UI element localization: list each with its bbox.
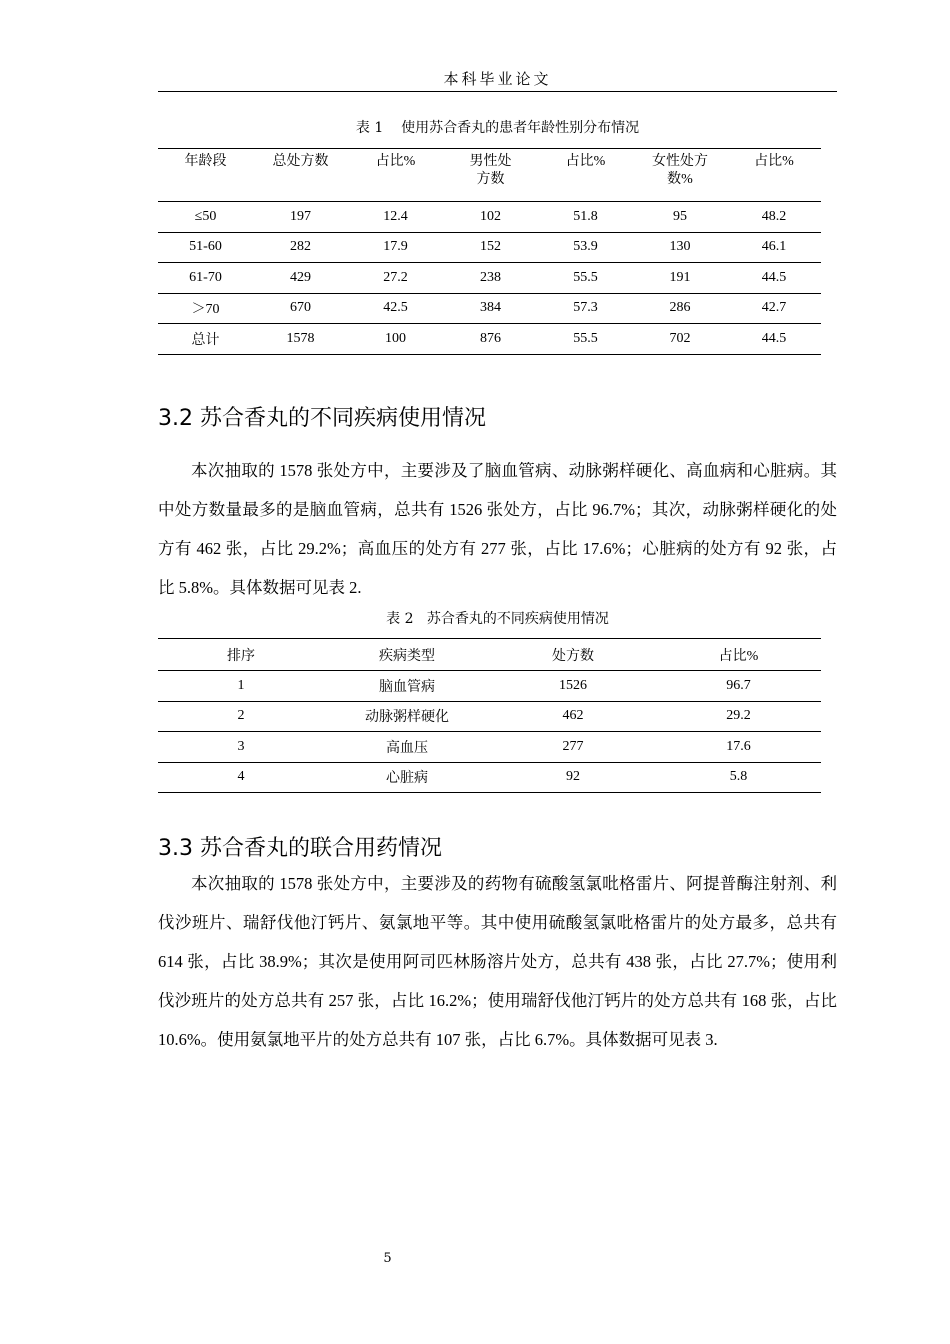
table-cell: 102	[480, 208, 501, 224]
table1-col-header: 占比%	[565, 154, 606, 169]
table-cell: 282	[290, 239, 311, 255]
table1-col-header: 男性处方数	[469, 154, 512, 187]
header-rule	[158, 91, 837, 92]
section-heading-3-3: 3.3 苏合香丸的联合用药情况	[158, 836, 442, 861]
table-cell: 130	[669, 239, 691, 255]
table-cell: 42.5	[383, 300, 408, 316]
table-cell: 702	[669, 330, 691, 346]
table-cell: 670	[290, 300, 311, 316]
table-cell: 51.8	[573, 208, 598, 224]
table-cell: 4	[237, 769, 245, 785]
table-cell: 17.6	[726, 738, 751, 754]
table-cell: 1526	[559, 677, 587, 693]
table1-col-header: 女性处方数%	[652, 154, 708, 187]
table-cell: 96.7	[726, 677, 751, 693]
table-cell: 1578	[286, 330, 315, 346]
table2-col-header: 处方数	[552, 648, 594, 664]
table-cell: 心脏病	[386, 771, 428, 787]
section-3-3-paragraph: 本次抽取的 1578 张处方中，主要涉及的药物有硫酸氢氯吡格雷片、阿提普酶注射剂、利伐沙班片、瑞舒伐他汀钙片、氨氯地平等。其中使用硫酸氢氯吡格雷片的处方最多，总共有 614 张，占比 38.9%；其次是使用阿司匹林肠溶片处方，总共有 438 张，占比 27.7%；使用利伐沙班片的处方总共有 257 张，占比 16.2%；使用瑞舒伐他汀钙片的处方总共有 168 张，占比 10.6%。使用氨氯地平片的处方总共有 107 张，占比 6.7%。具体数据可见表 3.	[158, 874, 837, 1049]
table-row	[158, 732, 821, 763]
section-heading-3-2: 3.2 苏合香丸的不同疾病使用情况	[158, 406, 486, 431]
page-number: 5	[383, 1251, 392, 1266]
table-cell: 462	[562, 708, 584, 724]
table-cell: 27.2	[383, 269, 408, 285]
section-3-2-paragraph: 本次抽取的 1578 张处方中，主要涉及了脑血管病、动脉粥样硬化、高血病和心脏病。其中处方数量最多的是脑血管病，总共有 1526 张处方，占比 96.7%；其次，动脉粥样硬化的处方有 462 张，占比 29.2%；高血压的处方有 277 张，占比 17.6%；心脏病的处方有 92 张，占比 5.8%。具体数据可见表 2.	[158, 461, 837, 597]
table-cell: 191	[669, 269, 691, 285]
table-cell: 286	[669, 300, 691, 316]
table-cell: 100	[385, 330, 406, 346]
table-row	[158, 202, 821, 233]
table1	[158, 148, 821, 355]
table-cell: 238	[480, 269, 501, 285]
table-cell: 44.5	[761, 269, 787, 285]
table-cell: 277	[562, 738, 584, 754]
table1-col-header: 占比%	[754, 154, 794, 169]
table-cell: 53.9	[573, 239, 598, 255]
table-cell: 脑血管病	[379, 679, 435, 695]
table-cell: ＞70	[191, 302, 220, 318]
table-cell: 46.1	[761, 239, 787, 255]
table-cell: 876	[480, 330, 501, 346]
table-cell: 429	[290, 269, 311, 285]
table-cell: 29.2	[726, 708, 751, 724]
table-row	[158, 324, 821, 355]
table1-caption: 表 1 使用苏合香丸的患者年龄性别分布情况	[355, 120, 640, 136]
table-row	[158, 293, 821, 324]
table-cell: 42.7	[761, 300, 787, 316]
table-row	[158, 762, 821, 793]
table2-col-header: 占比%	[718, 648, 759, 664]
table1-col-header: 占比%	[375, 154, 416, 169]
table2-col-header: 排序	[227, 648, 255, 664]
table-row	[158, 263, 821, 294]
table-cell: ≤50	[194, 208, 217, 224]
table-row	[158, 232, 821, 263]
table-cell: 95	[673, 208, 687, 224]
table-cell: 61-70	[189, 269, 222, 285]
page-header-title: 本科毕业论文	[443, 70, 552, 88]
table-cell: 12.4	[383, 208, 408, 224]
table-cell: 55.5	[573, 269, 598, 285]
table-row	[158, 701, 821, 732]
table-cell: 384	[480, 300, 501, 316]
table-cell: 高血压	[386, 740, 428, 756]
table2-caption: 表 2 苏合香丸的不同疾病使用情况	[386, 611, 609, 627]
table-cell: 57.3	[573, 300, 598, 316]
table-cell: 1	[237, 677, 245, 693]
table1-header-row	[158, 149, 821, 202]
table-cell: 92	[566, 769, 580, 785]
table2-col-header: 疾病类型	[379, 648, 435, 664]
table-cell: 152	[480, 239, 501, 255]
table2	[158, 638, 821, 793]
table-cell: 17.9	[383, 239, 408, 255]
table-cell: 55.5	[573, 330, 598, 346]
table-cell: 48.2	[761, 208, 787, 224]
table1-col-header: 年龄段	[184, 154, 227, 169]
table-cell: 51-60	[189, 239, 222, 255]
table-cell: 44.5	[761, 330, 787, 346]
table-cell: 5.8	[729, 769, 748, 785]
table1-col-header: 总处方数	[272, 154, 329, 169]
table-cell: 2	[237, 708, 245, 724]
table-cell: 3	[237, 738, 245, 754]
table-cell: 总计	[191, 332, 220, 348]
table-cell: 动脉粥样硬化	[365, 710, 449, 726]
table2-header-row	[158, 639, 821, 671]
table-row	[158, 671, 821, 702]
table-cell: 197	[290, 208, 311, 224]
